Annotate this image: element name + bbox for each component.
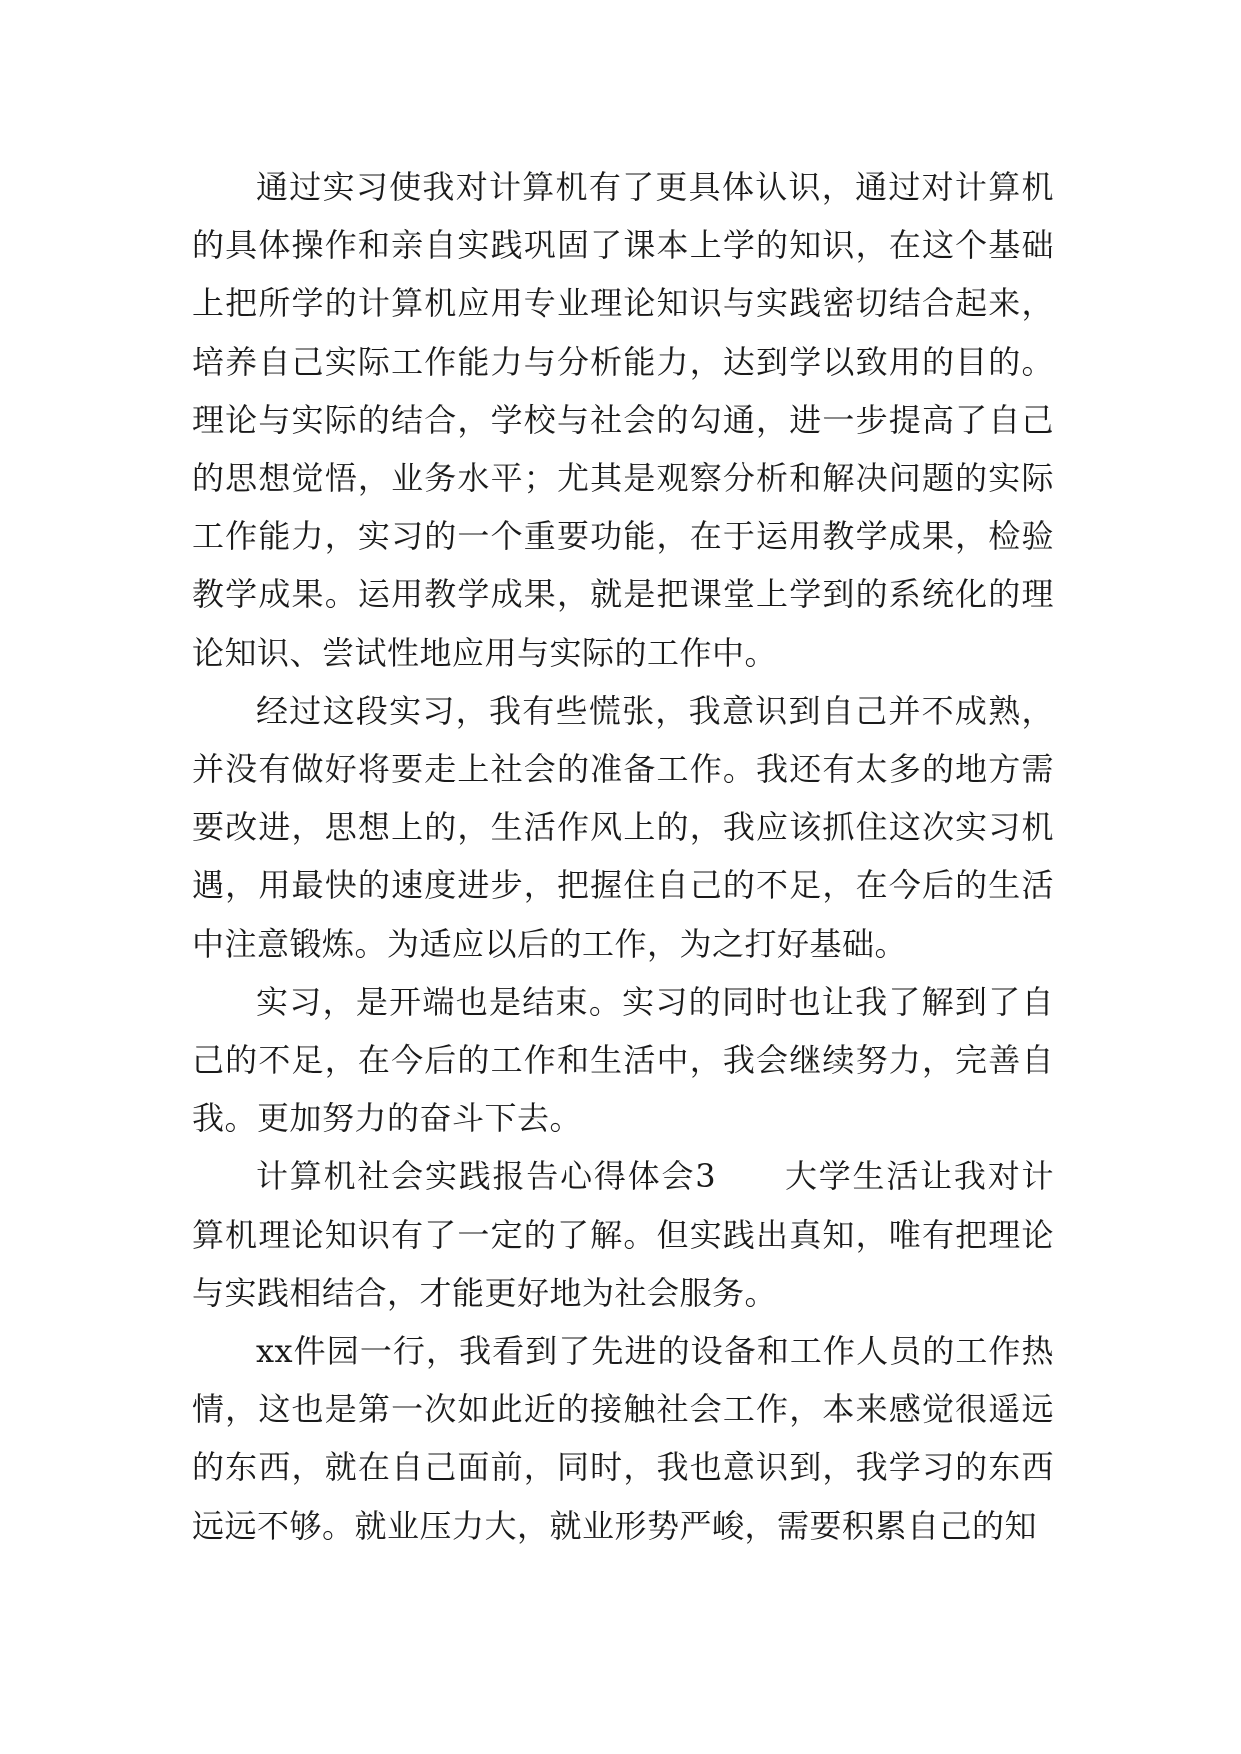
paragraph: 经过这段实习，我有些慌张，我意识到自己并不成熟，并没有做好将要走上社会的准备工作。我还有太多的地方需要改进，思想上的，生活作风上的，我应该抓住这次实习机遇，用最快的速度进步，把握住自己的不足，在今后的生活中注意锻炼。为适应以后的工作，为之打好基础。 bbox=[192, 691, 1054, 963]
paragraph: 通过实习使我对计算机有了更具体认识，通过对计算机的具体操作和亲自实践巩固了课本上学的知识，在这个基础上把所学的计算机应用专业理论知识与实践密切结合起来，培养自己实际工作能力与分析能力，达到学以致用的目的。理论与实际的结合，学校与社会的勾通，进一步提高了自己的思想觉悟，业务水平；尤其是观察分析和解决问题的实际工作能力，实习的一个重要功能，在于运用教学成果，检验教学成果。运用教学成果，就是把课堂上学到的系统化的理论知识、尝试性地应用与实际的工作中。 bbox=[192, 168, 1054, 672]
document-body bbox=[192, 158, 1054, 1555]
paragraph: 计算机社会实践报告心得体会3 大学生活让我对计算机理论知识有了一定的了解。但实践出真知，唯有把理论与实践相结合，才能更好地为社会服务。 bbox=[192, 1157, 1054, 1312]
paragraph: xx件园一行，我看到了先进的设备和工作人员的工作热情，这也是第一次如此近的接触社会工作，本来感觉很遥远的东西，就在自己面前，同时，我也意识到，我学习的东西远远不够。就业压力大，就业形势严峻，需要积累自己的知 bbox=[192, 1332, 1054, 1545]
paragraph: 实习，是开端也是结束。实习的同时也让我了解到了自己的不足，在今后的工作和生活中，我会继续努力，完善自我。更加努力的奋斗下去。 bbox=[192, 982, 1054, 1138]
